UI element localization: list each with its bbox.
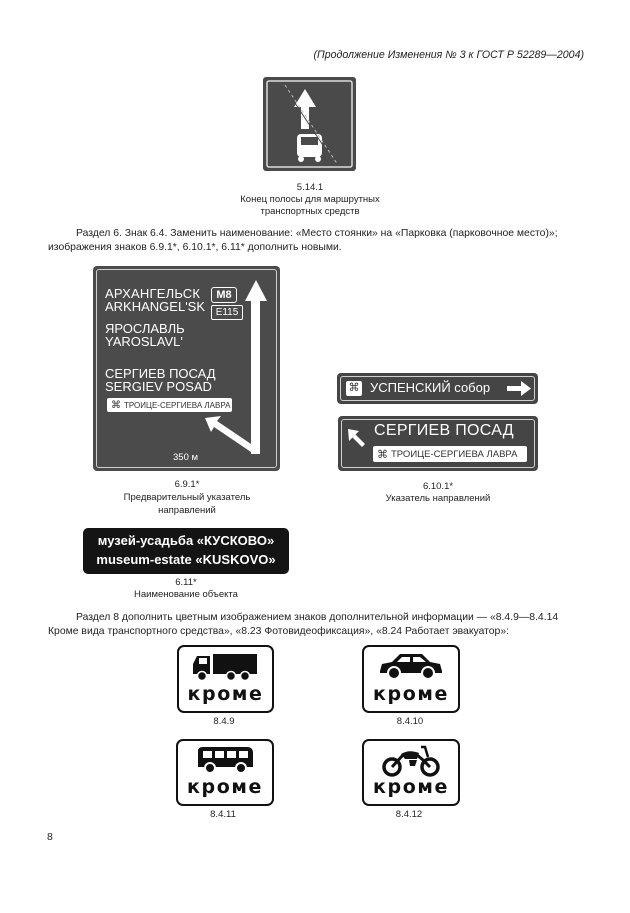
city-3: СЕРГИЕВ ПОСАД bbox=[105, 366, 216, 381]
city-3-latin: SERGIEV POSAD bbox=[105, 379, 212, 394]
museum-line-1: музей-усадьба «КУСКОВО» bbox=[97, 533, 275, 548]
distance-label: 350 м bbox=[173, 452, 199, 463]
lavra-badge-2 bbox=[373, 446, 527, 462]
tablet-8-4-9 bbox=[177, 645, 274, 713]
sign-5-14-1 bbox=[263, 77, 356, 171]
tablet-8-4-9-number: 8.4.9 bbox=[213, 716, 235, 727]
tablet-8-4-11 bbox=[176, 739, 274, 806]
tablet-8-4-10 bbox=[362, 645, 460, 713]
city-2-latin: YAROSLAVL' bbox=[105, 334, 183, 349]
lavra-badge-2-text: ТРОИЦЕ-СЕРГИЕВА ЛАВРА bbox=[391, 448, 518, 460]
sign-5-14-1-caption-1: Конец полосы для маршрутных bbox=[240, 194, 380, 205]
lavra-icon-2: ⌘ bbox=[377, 448, 388, 461]
paragraph-8-line-1: Раздел 8 дополнить цветным изображением знаков дополнительной информации — «8.4.9—8.4.14 bbox=[76, 612, 559, 623]
tablet-8-4-11-number: 8.4.11 bbox=[210, 809, 236, 820]
sign-6-10-1-top bbox=[337, 373, 538, 404]
paragraph-6-line-2: изображения знаков 6.9.1*, 6.10.1*, 6.11* дополнить новыми. bbox=[48, 242, 342, 253]
tablet-8-4-10-number: 8.4.10 bbox=[396, 716, 424, 727]
sign-6-9-1-caption-2: направлений bbox=[158, 505, 216, 516]
lavra-icon: ⌘ bbox=[111, 399, 121, 411]
arrow-up-left-icon bbox=[347, 428, 367, 448]
tablet-8-4-12 bbox=[362, 739, 460, 806]
paragraph-6-line-1: Раздел 6. Знак 6.4. Заменить наименование: «Место стоянки» на «Парковка (парковочное место)»; bbox=[76, 228, 558, 239]
arrow-right-icon bbox=[507, 381, 531, 396]
tablet-8-4-12-number: 8.4.12 bbox=[395, 809, 423, 820]
page-number: 8 bbox=[47, 831, 53, 843]
bus-lane-end-icon bbox=[263, 77, 356, 171]
sign-6-10-1-number: 6.10.1* bbox=[422, 481, 454, 492]
car-icon bbox=[378, 651, 444, 681]
sign-6-11-number: 6.11* bbox=[175, 577, 197, 588]
sign-5-14-1-number: 5.14.1 bbox=[296, 182, 324, 193]
route-badge-m8: M8 bbox=[211, 287, 237, 303]
lavra-badge-text: ТРОИЦЕ-СЕРГИЕВА ЛАВРА bbox=[124, 400, 231, 410]
route-badge-e115: E115 bbox=[211, 305, 243, 320]
sign-6-9-1-number: 6.9.1* bbox=[174, 479, 200, 490]
main-text: СЕРГИЕВ ПОСАД bbox=[374, 422, 514, 439]
city-2: ЯРОСЛАВЛЬ bbox=[105, 321, 185, 336]
motorcycle-icon bbox=[381, 743, 441, 777]
paragraph-8-line-2: Кроме вида транспортного средства», «8.23 Фотовидеофиксация», «8.24 Работает эвакуатор»: bbox=[48, 626, 509, 637]
lavra-badge bbox=[107, 398, 232, 412]
bus-icon bbox=[195, 745, 255, 775]
sign-6-10-1-caption: Указатель направлений bbox=[385, 493, 491, 504]
cathedral-icon: ⌘ bbox=[346, 381, 362, 396]
sign-6-9-1-caption-1: Предварительный указатель bbox=[123, 492, 251, 503]
sign-5-14-1-caption-2: транспортных средств bbox=[260, 206, 360, 217]
museum-line-2: museum-estate «KUSKOVO» bbox=[96, 552, 276, 567]
tablet-8-4-11-word: кроме bbox=[187, 776, 263, 798]
page-header: (Продолжение Изменения № 3 к ГОСТ Р 52289—2004) bbox=[313, 49, 584, 61]
top-text: УСПЕНСКИЙ собор bbox=[370, 380, 491, 395]
city-1: АРХАНГЕЛЬСК bbox=[105, 286, 201, 301]
truck-icon bbox=[191, 652, 259, 682]
sign-6-10-1-main bbox=[338, 416, 538, 471]
tablet-8-4-9-word: кроме bbox=[187, 683, 264, 705]
sign-6-9-1 bbox=[93, 266, 280, 471]
tablet-8-4-10-word: кроме bbox=[373, 683, 449, 705]
city-1-latin: ARKHANGEL'SK bbox=[105, 299, 206, 314]
sign-6-11 bbox=[83, 528, 289, 574]
tablet-8-4-12-word: кроме bbox=[373, 776, 449, 798]
sign-6-11-caption: Наименование объекта bbox=[134, 589, 238, 600]
